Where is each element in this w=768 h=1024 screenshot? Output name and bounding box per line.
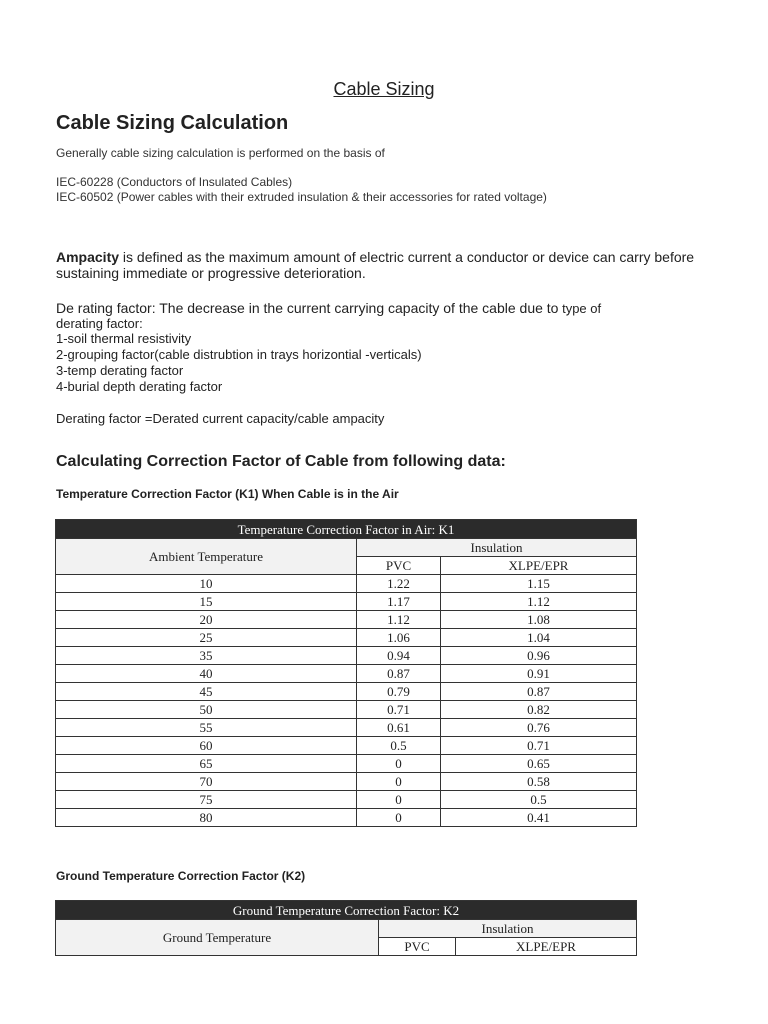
derating-factor-label: derating factor: (56, 316, 143, 331)
xlpe-epr-value-cell: 0.71 (441, 737, 637, 755)
xlpe-epr-value-cell: 0.82 (441, 701, 637, 719)
ampacity-paragraph (56, 249, 696, 281)
xlpe-epr-value-cell: 0.58 (441, 773, 637, 791)
xlpe-epr-value-cell: 1.04 (441, 629, 637, 647)
table-row (56, 809, 637, 827)
pvc-value-cell: 0 (357, 791, 441, 809)
insulation-header: Insulation (357, 539, 637, 557)
pvc-value-cell: 1.17 (357, 593, 441, 611)
table-row (56, 755, 637, 773)
xlpe-epr-value-cell: 1.15 (441, 575, 637, 593)
section-heading: Calculating Correction Factor of Cable from following data: (56, 453, 506, 470)
temperature-cell: 80 (56, 809, 357, 827)
temperature-cell: 40 (56, 665, 357, 683)
derating-factor-item: 2-grouping factor(cable distrubtion in trays horizontial -verticals) (56, 347, 422, 362)
xlpe-epr-value-cell: 0.96 (441, 647, 637, 665)
xlpe-epr-value-cell: 0.41 (441, 809, 637, 827)
pvc-value-cell: 0.61 (357, 719, 441, 737)
temperature-cell: 10 (56, 575, 357, 593)
table-row (56, 665, 637, 683)
ampacity-definition: is defined as the maximum amount of electric current a conductor or device can carry before sustaining immediate or progressive deterioration. (56, 249, 695, 281)
main-heading: Cable Sizing Calculation (56, 112, 289, 134)
table-row (56, 773, 637, 791)
pvc-header: PVC (357, 557, 441, 575)
table-row (56, 791, 637, 809)
table-row (56, 611, 637, 629)
derating-intro (56, 300, 696, 317)
xlpe-epr-value-cell: 0.91 (441, 665, 637, 683)
temperature-cell: 75 (56, 791, 357, 809)
table-row (56, 719, 637, 737)
derating-factor-item: 4-burial depth derating factor (56, 379, 223, 394)
derating-intro-tail: type of (558, 301, 602, 316)
derating-intro-text: De rating factor: The decrease in the current carrying capacity of the cable due to (56, 300, 559, 316)
temperature-cell: 45 (56, 683, 357, 701)
k2-table-header: Ground Temperature Correction Factor: K2 (56, 901, 637, 920)
xlpe-epr-value-cell: 1.08 (441, 611, 637, 629)
table-row (56, 647, 637, 665)
k1-table (55, 519, 637, 827)
xlpe-epr-value-cell: 1.12 (441, 593, 637, 611)
temperature-cell: 70 (56, 773, 357, 791)
pvc-value-cell: 0 (357, 809, 441, 827)
xlpe-epr-value-cell: 0.65 (441, 755, 637, 773)
xlpe-epr-value-cell: 0.76 (441, 719, 637, 737)
pvc-value-cell: 0.87 (357, 665, 441, 683)
table-row (56, 683, 637, 701)
xlpe-epr-value-cell: 0.87 (441, 683, 637, 701)
pvc-value-cell: 0.5 (357, 737, 441, 755)
table1-caption: Temperature Correction Factor (K1) When Cable is in the Air (56, 487, 399, 501)
page-title: Cable Sizing (333, 79, 435, 99)
derating-formula: Derating factor =Derated current capacity/cable ampacity (56, 411, 385, 426)
temperature-cell: 25 (56, 629, 357, 647)
k1-table-header: Temperature Correction Factor in Air: K1 (56, 520, 637, 539)
table-row (56, 737, 637, 755)
temperature-cell: 50 (56, 701, 357, 719)
temperature-cell: 55 (56, 719, 357, 737)
temperature-cell: 20 (56, 611, 357, 629)
k2-table (55, 900, 637, 956)
ambient-temperature-header: Ambient Temperature (56, 539, 357, 575)
pvc-value-cell: 0 (357, 755, 441, 773)
xlpe-epr-header: XLPE/EPR (441, 557, 637, 575)
table2-caption: Ground Temperature Correction Factor (K2) (56, 869, 306, 883)
pvc-value-cell: 0 (357, 773, 441, 791)
ampacity-term: Ampacity (56, 249, 120, 265)
pvc-header: PVC (379, 938, 456, 956)
derating-factor-item: 1-soil thermal resistivity (56, 331, 192, 346)
pvc-value-cell: 0.94 (357, 647, 441, 665)
intro-text: Generally cable sizing calculation is performed on the basis of (56, 146, 385, 160)
xlpe-epr-header: XLPE/EPR (456, 938, 637, 956)
derating-factor-item: 3-temp derating factor (56, 363, 184, 378)
table-row (56, 593, 637, 611)
pvc-value-cell: 0.71 (357, 701, 441, 719)
pvc-value-cell: 0.79 (357, 683, 441, 701)
temperature-cell: 60 (56, 737, 357, 755)
pvc-value-cell: 1.12 (357, 611, 441, 629)
temperature-cell: 35 (56, 647, 357, 665)
temperature-cell: 15 (56, 593, 357, 611)
xlpe-epr-value-cell: 0.5 (441, 791, 637, 809)
table-row (56, 575, 637, 593)
table-row (56, 629, 637, 647)
table-row (56, 701, 637, 719)
pvc-value-cell: 1.22 (357, 575, 441, 593)
standard-iec-60228: IEC-60228 (Conductors of Insulated Cables) (56, 175, 293, 189)
insulation-header: Insulation (379, 920, 637, 938)
temperature-cell: 65 (56, 755, 357, 773)
standard-iec-60502: IEC-60502 (Power cables with their extruded insulation & their accessories for rated voltage) (56, 190, 547, 204)
pvc-value-cell: 1.06 (357, 629, 441, 647)
k1-table-body (56, 575, 637, 827)
ground-temperature-header: Ground Temperature (56, 920, 379, 956)
